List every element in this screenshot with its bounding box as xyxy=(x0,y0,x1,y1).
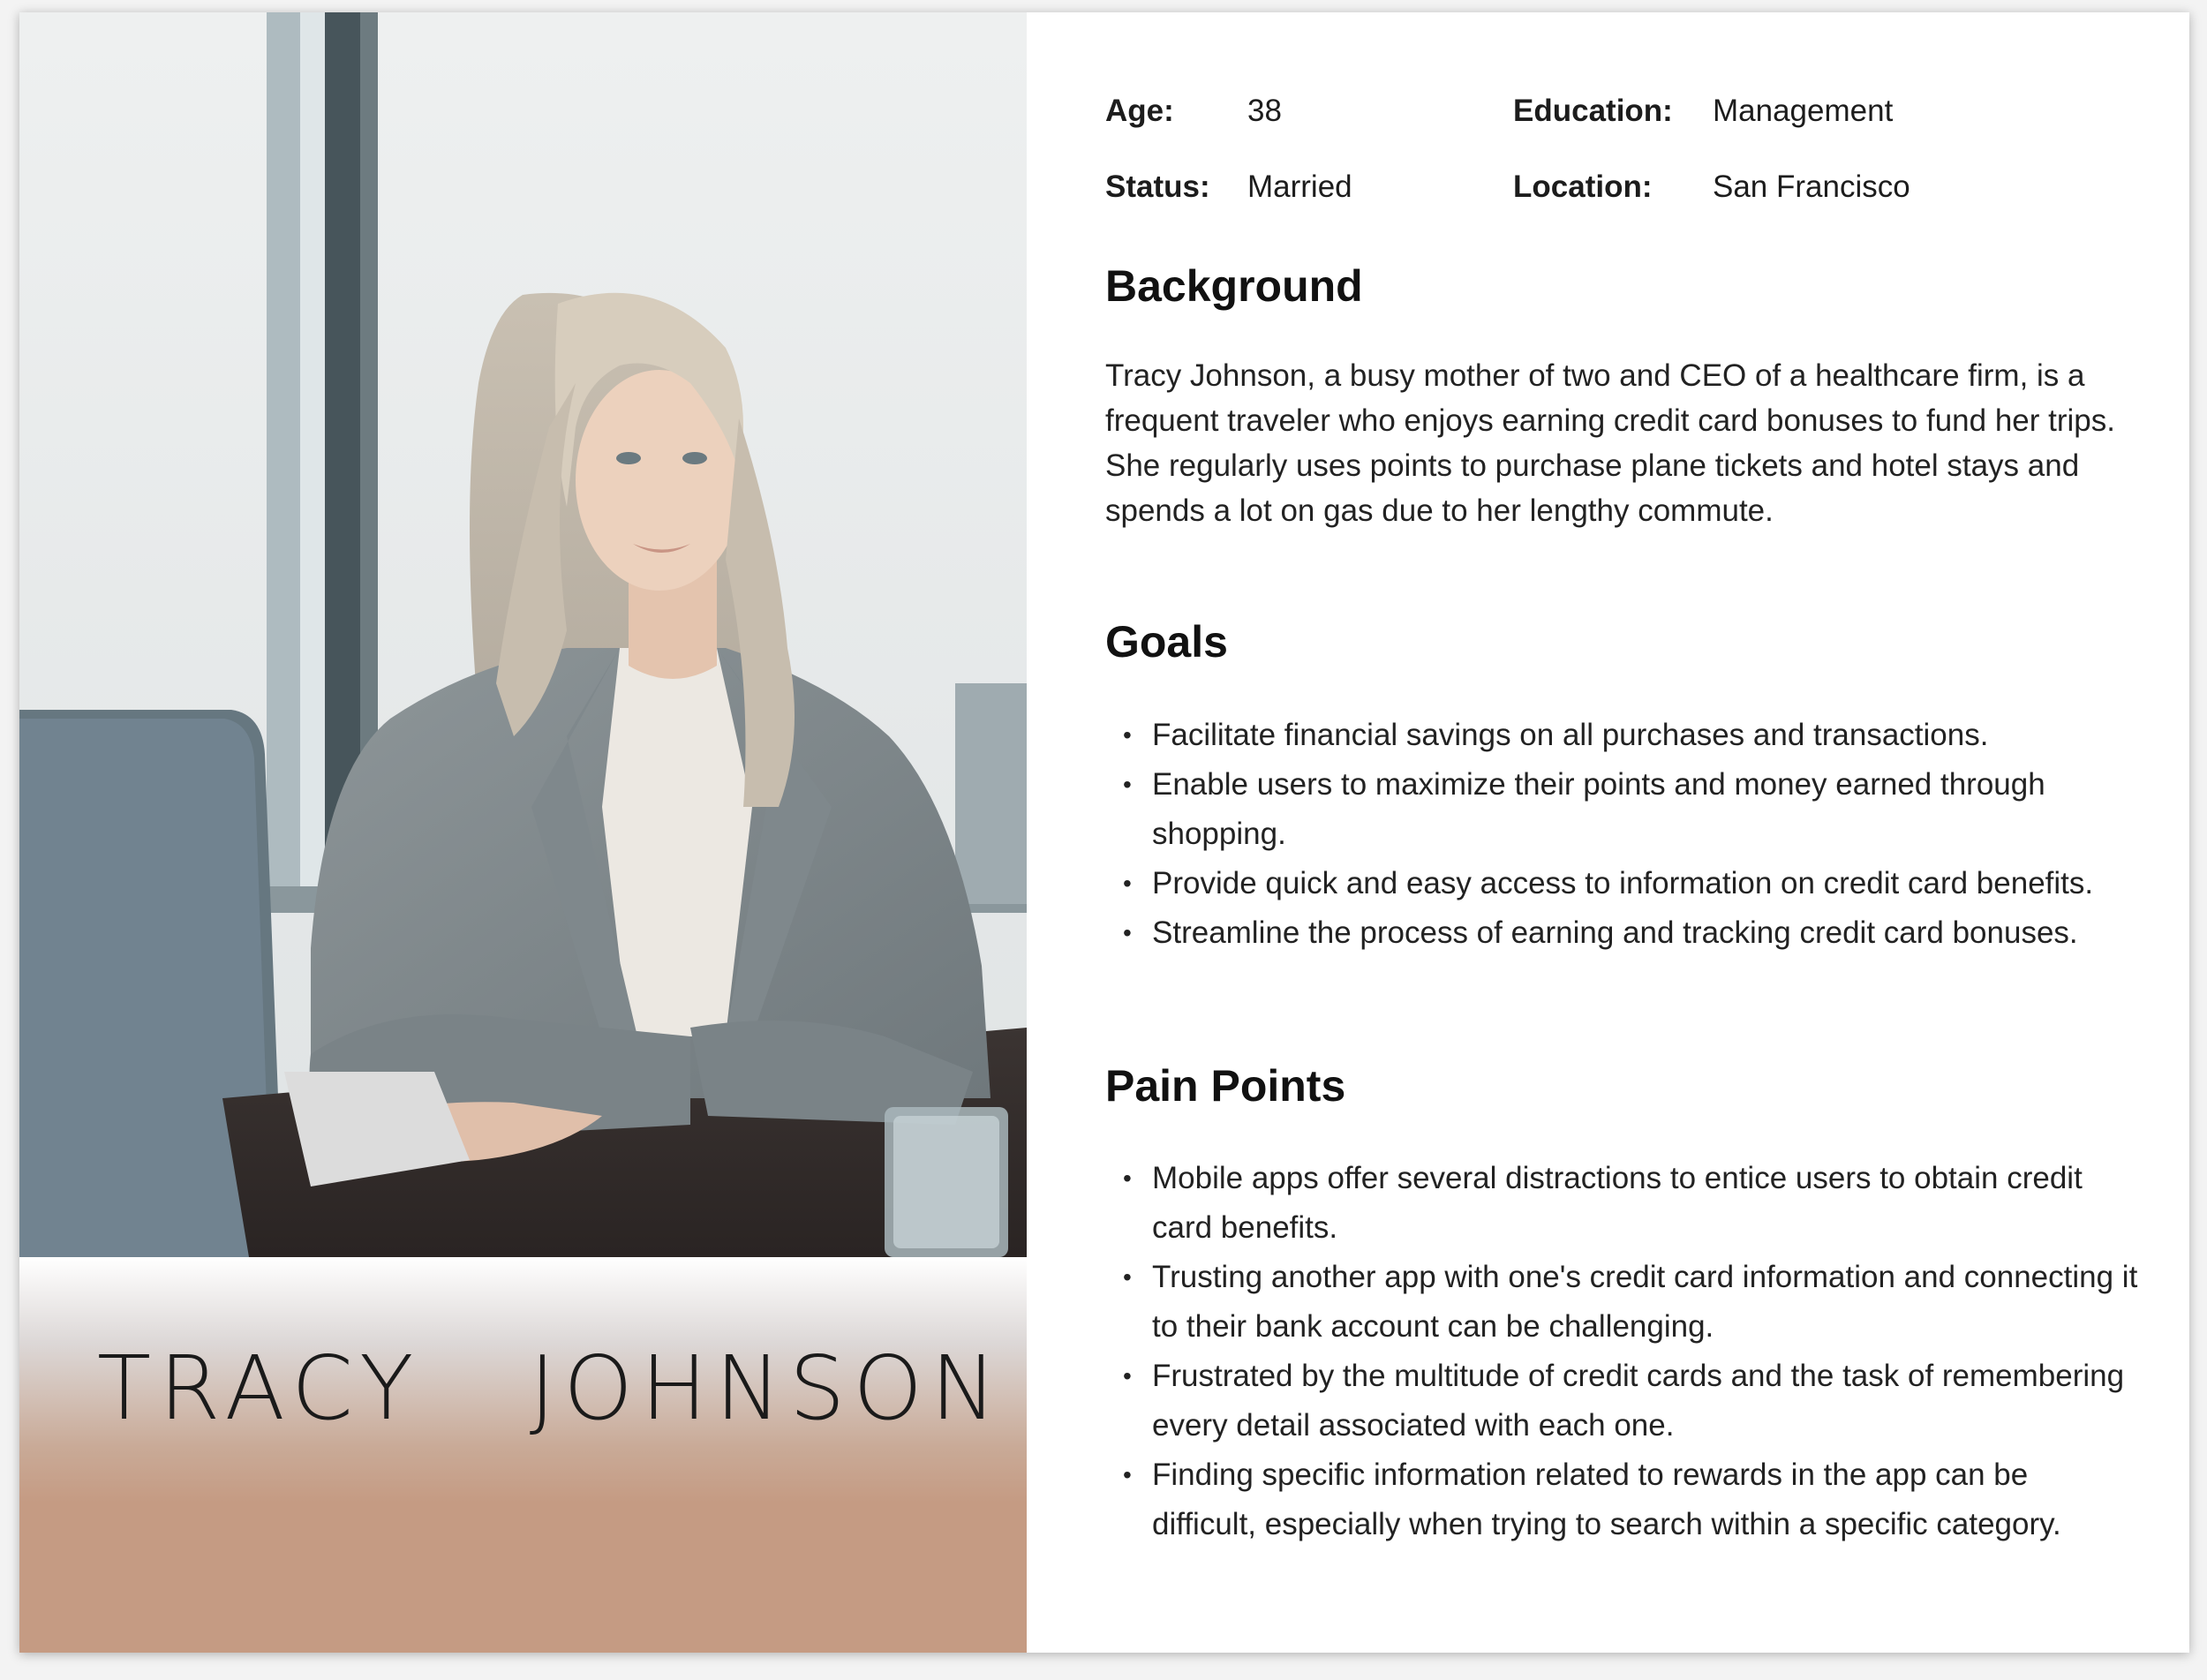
background-text: Tracy Johnson, a busy mother of two and CEO of a healthcare firm, is a frequent traveler who enjoys earning credit card bonuses to fund her trips. She regularly uses points to purchase plane tickets and hotel stays and spends a lot on gas due to her lengthy commute. xyxy=(1105,358,2115,528)
persona-right-panel xyxy=(1027,12,2189,1653)
persona-name xyxy=(97,1337,1005,1440)
goal-item: • Enable users to maximize their points and money earned through shopping. xyxy=(1105,760,2138,859)
persona-card xyxy=(19,12,2189,1653)
age-label: Age: xyxy=(1105,94,1174,128)
name-band xyxy=(19,1257,1027,1653)
pain-point-item: • Finding specific information related to rewards in the app can be difficult, especially when trying to search within a specific category. xyxy=(1105,1450,2138,1549)
pain-points-list xyxy=(1105,1154,2138,1549)
age-value: 38 xyxy=(1247,94,1282,128)
goals-heading: Goals xyxy=(1105,617,1228,667)
status-label: Status: xyxy=(1105,170,1210,204)
persona-first-name: TRACY xyxy=(97,1337,422,1440)
goal-item: • Streamline the process of earning and tracking credit card bonuses. xyxy=(1105,908,2138,958)
portrait-photo xyxy=(19,12,1027,1257)
persona-left-panel xyxy=(19,12,1027,1653)
pain-points-heading: Pain Points xyxy=(1105,1061,1346,1111)
background-heading: Background xyxy=(1105,261,1363,311)
goal-item: • Provide quick and easy access to information on credit card benefits. xyxy=(1105,859,2138,908)
location-label: Location: xyxy=(1513,170,1653,204)
education-value: Management xyxy=(1713,94,1894,128)
location-value: San Francisco xyxy=(1713,170,1910,204)
pain-point-item: • Trusting another app with one's credit card information and connecting it to their bank account can be challenging. xyxy=(1105,1253,2138,1352)
pain-point-item: • Frustrated by the multitude of credit cards and the task of remembering every detail associated with each one. xyxy=(1105,1352,2138,1450)
persona-last-name: JOHNSON xyxy=(529,1337,1005,1440)
goals-list xyxy=(1105,711,2138,958)
goal-item: • Facilitate financial savings on all purchases and transactions. xyxy=(1105,711,2138,760)
status-value: Married xyxy=(1247,170,1352,204)
education-label: Education: xyxy=(1513,94,1673,128)
pain-point-item: • Mobile apps offer several distractions to entice users to obtain credit card benefits. xyxy=(1105,1154,2138,1253)
